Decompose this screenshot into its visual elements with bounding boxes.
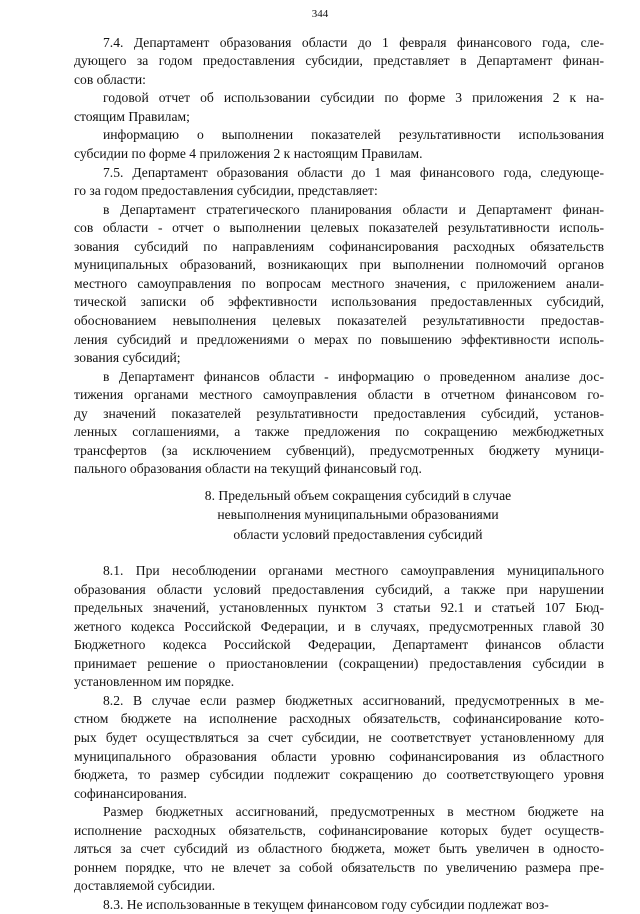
paragraph-line: в Департамент стратегического планирования области и Департамент финан- <box>103 202 604 217</box>
paragraph-line: образования области условий предоставления субсидий, а также при нарушении <box>74 582 604 597</box>
paragraph-line: тической записки об эффективности использования предоставленных субсидий, <box>74 294 604 309</box>
paragraph-line: обоснованием невыполнения целевых показателей результативности предостав- <box>74 313 604 328</box>
paragraph-line: 8.1. При несоблюдении органами местного самоуправления муниципального <box>103 563 604 578</box>
paragraph-line: в Департамент финансов области - информацию о проведенном анализе дос- <box>103 369 604 384</box>
paragraph-line: субсидии по форме 4 приложения 2 к настоящим Правилам. <box>74 146 423 161</box>
paragraph-line: стоящим Правилам; <box>74 109 190 124</box>
paragraph-line: годовой отчет об использовании субсидии по форме 3 приложения 2 к на- <box>103 90 604 105</box>
paragraph-line: зования субсидий по направлениям софинансирования расходных обязательств <box>74 239 604 254</box>
paragraph-line: роннем порядке, что не влечет за собой обязательств по увеличению размера пре- <box>74 860 604 875</box>
paragraph-line: Размер бюджетных ассигнований, предусмотренных в местном бюджете на <box>103 804 604 819</box>
paragraph-line: ленных соглашениями, а также предложения по сокращению межбюджетных <box>74 424 604 439</box>
paragraph-line: рых будет осуществляться за счет субсидии, не соответствует установленному для <box>74 730 604 745</box>
paragraph-line: сов области - отчет о выполнении целевых показателей результативности исполь- <box>74 220 604 235</box>
paragraph-line: установленном им порядке. <box>74 674 235 689</box>
paragraph-line: жетного кодекса Российской Федерации, и в случаях, предусмотренных главой 30 <box>74 619 604 634</box>
paragraph-line: предельных значений, установленных пунктом 3 статьи 92.1 и статьей 107 Бюд- <box>74 600 604 615</box>
paragraph-line: информацию о выполнении показателей результативности использования <box>103 127 604 142</box>
paragraph-line: Бюджетного кодекса Российской Федерации, Департамент финансов области <box>74 637 604 652</box>
paragraph-line: ляться за счет субсидий из областного бюджета, может быть увеличен в односто- <box>74 841 604 856</box>
paragraph-line: исполнение расходных обязательств, софинансирование которых будет осуществ- <box>74 823 604 838</box>
section-heading-line: области условий предоставления субсидий <box>233 527 483 542</box>
paragraph-line: стном бюджете на исполнение расходных обязательств, софинансирование кото- <box>74 711 604 726</box>
paragraph-line: пального образования области на текущий финансовый год. <box>74 461 422 476</box>
paragraph-line: ду значений показателей результативности предоставления субсидий, установ- <box>74 406 604 421</box>
paragraph-line: сов области: <box>74 72 146 87</box>
paragraph-line: местного самоуправления по вопросам местного значения, с приложением анали- <box>74 276 604 291</box>
paragraph-line: принимает решение о приостановлении (сокращении) предоставления субсидии в <box>74 656 604 671</box>
section-heading-line: 8. Предельный объем сокращения субсидий в случае <box>204 488 512 503</box>
paragraph-line: дующего за годом предоставления субсидии, представляет в Департамент финан- <box>74 53 604 68</box>
section-heading-line: невыполнения муниципальными образованиями <box>217 507 499 522</box>
paragraph-line: муниципальных образований, возникающих при выполнении полномочий органов <box>74 257 604 272</box>
paragraph-line: софинансирования. <box>74 786 187 801</box>
paragraph-line: го за годом предоставления субсидии, представляет: <box>74 183 378 198</box>
page-number: 344 <box>311 8 329 20</box>
paragraph-line: 8.2. В случае если размер бюджетных ассигнований, предусмотренных в ме- <box>103 693 604 708</box>
paragraph-line: 7.4. Департамент образования области до 1 февраля финансового года, сле- <box>103 35 604 50</box>
paragraph-line: доставляемой субсидии. <box>74 878 216 893</box>
paragraph-line: трансфертов (за исключением субвенций), предусмотренных бюджету муници- <box>74 443 604 458</box>
paragraph-line: тижения органами местного самоуправления области в отчетном финансовом го- <box>74 387 604 402</box>
paragraph-line: 7.5. Департамент образования области до 1 мая финансового года, следующе- <box>103 165 604 180</box>
paragraph-line: 8.3. Не использованные в текущем финансовом году субсидии подлежат воз- <box>103 897 549 912</box>
paragraph-line: муниципального образования области уровню софинансирования из областного <box>74 749 604 764</box>
paragraph-line: зования субсидий; <box>74 350 181 365</box>
paragraph-line: ления субсидий и предложениями о мерах по повышению эффективности исполь- <box>74 332 604 347</box>
paragraph-line: бюджета, то размер субсидии подлежит сокращению до соответствующего уровня <box>74 767 604 782</box>
